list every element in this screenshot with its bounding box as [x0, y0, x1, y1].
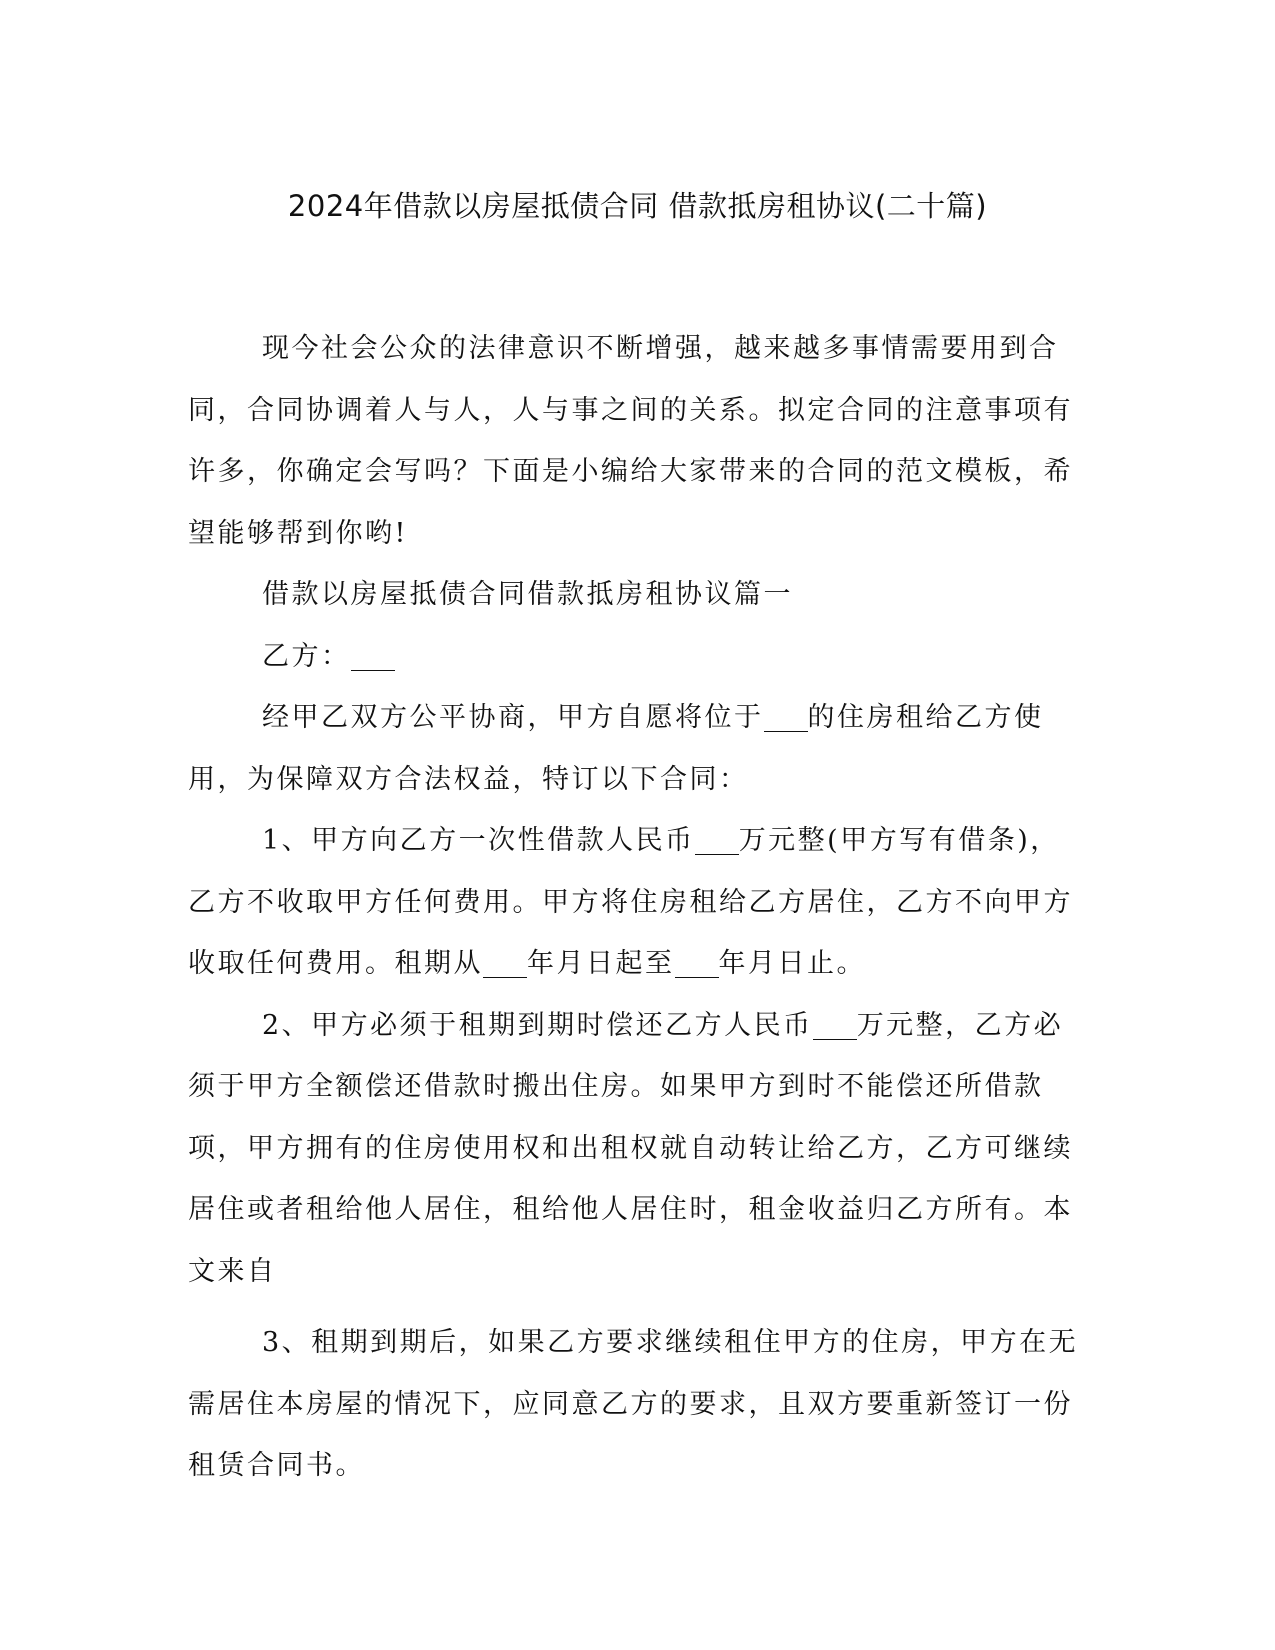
clause-1-text-d: 年月日止。: [718, 948, 866, 979]
party-b-label: 乙方：: [262, 640, 351, 672]
clause-2-text-b: 万元整，乙方必须于甲方全额偿还借款时搬出住房。如果甲方到时不能偿还所借款项，甲方拥有的住房使用权和出租权就自动转让给乙方，乙方可继续居住或者租给他人居住，租给他人居住时，租金收益归乙方所有。本文来自: [188, 1009, 1073, 1287]
section-heading: 借款以房屋抵债合同借款抵房租协议篇一: [262, 579, 793, 610]
preamble-text-a: 经甲乙双方公平协商，甲方自愿将位于: [262, 702, 764, 733]
party-b-line: [188, 626, 1088, 688]
repay-amount-blank: [813, 1012, 857, 1040]
loan-amount-blank: [695, 827, 739, 855]
start-year-blank: [483, 950, 527, 978]
clause-1-text-b: 万元整(甲方写有借条)，乙方不收取甲方任何费用。甲方将住房租给乙方居住，乙方不向甲方收取任何费用。租期从: [188, 825, 1073, 979]
document-title: 2024年借款以房屋抵债合同 借款抵房租协议(二十篇): [287, 189, 988, 223]
intro-paragraph: 现今社会公众的法律意识不断增强，越来越多事情需要用到合同，合同协调着人与人，人与事之间的关系。拟定合同的注意事项有许多，你确定会写吗？下面是小编给大家带来的合同的范文模板，希望能够帮到你哟!: [188, 333, 1073, 549]
document-body: [188, 318, 1088, 1497]
clause-1-text-a: 1、甲方向乙方一次性借款人民币: [262, 825, 695, 856]
clause-1: [188, 810, 1088, 995]
preamble-text-b: 的住房租给乙方使用，为保障双方合法权益，特订以下合同：: [188, 702, 1044, 795]
clause-2-text-a: 2、甲方必须于租期到期时偿还乙方人民币: [262, 1009, 813, 1041]
preamble-paragraph: [188, 687, 1088, 810]
clause-1-text-c: 年月日起至: [527, 948, 675, 979]
party-b-blank: [351, 643, 395, 671]
clause-3: 3、租期到期后，如果乙方要求继续租住甲方的住房，甲方在无需居住本房屋的情况下，应同意乙方的要求，且双方要重新签订一份租赁合同书。: [188, 1327, 1079, 1481]
end-year-blank: [675, 950, 719, 978]
location-blank: [764, 704, 808, 732]
clause-2: [188, 995, 1088, 1303]
